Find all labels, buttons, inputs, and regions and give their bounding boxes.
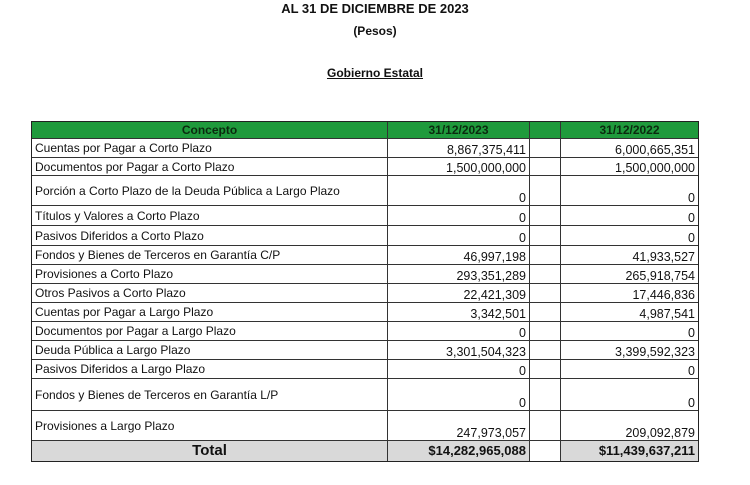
- value-2022-cell: 0: [688, 211, 695, 225]
- gap-cell: [530, 246, 561, 264]
- concept-cell: Pasivos Diferidos a Corto Plazo: [32, 226, 388, 245]
- concept-cell: Provisiones a Largo Plazo: [32, 411, 388, 440]
- concept-cell: Provisiones a Corto Plazo: [32, 265, 388, 283]
- value-2022-cell: 41,933,527: [632, 250, 695, 264]
- concept-cell: Porción a Corto Plazo de la Deuda Pública a Largo Plazo: [32, 176, 388, 205]
- concept-cell: Títulos y Valores a Corto Plazo: [32, 206, 388, 225]
- liabilities-table: [31, 121, 699, 462]
- entity-title: Gobierno Estatal: [326, 66, 424, 80]
- column-header-concept: Concepto: [32, 122, 388, 138]
- gap-cell: [530, 411, 561, 440]
- concept-cell: Cuentas por Pagar a Corto Plazo: [32, 139, 388, 157]
- gap-cell: [530, 341, 561, 359]
- value-2022-cell: 0: [688, 326, 695, 340]
- table-row: [32, 303, 698, 322]
- value-2023-cell: 0: [388, 322, 530, 340]
- gap-cell: [530, 139, 561, 157]
- concept-cell: Fondos y Bienes de Terceros en Garantía L/P: [32, 379, 388, 410]
- value-2023-cell: 247,973,057: [388, 411, 530, 440]
- currency-note: (Pesos): [353, 24, 397, 38]
- value-2023-cell: 3,301,504,323: [388, 341, 530, 359]
- column-header-2023: 31/12/2023: [388, 122, 530, 138]
- value-2022-cell: 3,399,592,323: [615, 345, 695, 359]
- table-row: [32, 265, 698, 284]
- value-2022-cell: 4,987,541: [639, 307, 695, 321]
- table-row: [32, 226, 698, 246]
- value-2022-cell: 0: [688, 364, 695, 378]
- value-2022-cell: 17,446,836: [632, 288, 695, 302]
- table-row: [32, 158, 698, 176]
- gap-cell: [530, 322, 561, 340]
- concept-cell: Fondos y Bienes de Terceros en Garantía C/P: [32, 246, 388, 264]
- concept-cell: Documentos por Pagar a Largo Plazo: [32, 322, 388, 340]
- total-2022: $11,439,637,211: [561, 441, 698, 461]
- table-row: [32, 341, 698, 360]
- report-date-title: AL 31 DE DICIEMBRE DE 2023: [281, 1, 469, 16]
- value-2023-cell: 0: [388, 206, 530, 225]
- value-2023-cell: 22,421,309: [388, 284, 530, 302]
- value-2022-cell: 0: [688, 396, 695, 410]
- gap-cell: [530, 441, 561, 461]
- value-2023-cell: 0: [388, 176, 530, 205]
- column-header-gap: [530, 122, 561, 138]
- table-row: [32, 379, 698, 411]
- gap-cell: [530, 360, 561, 378]
- value-2022-cell: 1,500,000,000: [615, 161, 695, 175]
- gap-cell: [530, 206, 561, 225]
- concept-cell: Pasivos Diferidos a Largo Plazo: [32, 360, 388, 378]
- concept-cell: Deuda Pública a Largo Plazo: [32, 341, 388, 359]
- concept-cell: Documentos por Pagar a Corto Plazo: [32, 158, 388, 175]
- concept-cell: Cuentas por Pagar a Largo Plazo: [32, 303, 388, 321]
- gap-cell: [530, 158, 561, 175]
- value-2023-cell: 1,500,000,000: [388, 158, 530, 175]
- value-2022-cell: 0: [688, 231, 695, 245]
- table-row: [32, 322, 698, 341]
- value-2022-cell: 265,918,754: [625, 269, 695, 283]
- value-2023-cell: 0: [388, 379, 530, 410]
- gap-cell: [530, 379, 561, 410]
- table-row: [32, 139, 698, 158]
- total-label: Total: [32, 441, 388, 461]
- table-row: [32, 176, 698, 206]
- value-2023-cell: 46,997,198: [388, 246, 530, 264]
- value-2023-cell: 0: [388, 226, 530, 245]
- value-2022-cell: 209,092,879: [625, 426, 695, 440]
- value-2022-cell: 0: [688, 191, 695, 205]
- gap-cell: [530, 265, 561, 283]
- gap-cell: [530, 303, 561, 321]
- value-2023-cell: 0: [388, 360, 530, 378]
- gap-cell: [530, 176, 561, 205]
- value-2023-cell: 293,351,289: [388, 265, 530, 283]
- table-row: [32, 206, 698, 226]
- total-2023: $14,282,965,088: [388, 441, 530, 461]
- table-row: [32, 246, 698, 265]
- value-2023-cell: 8,867,375,411: [388, 139, 530, 157]
- table-row: [32, 411, 698, 441]
- value-2023-cell: 3,342,501: [388, 303, 530, 321]
- column-header-2022: 31/12/2022: [561, 122, 698, 138]
- table-row: [32, 284, 698, 303]
- gap-cell: [530, 226, 561, 245]
- table-row: [32, 360, 698, 379]
- concept-cell: Otros Pasivos a Corto Plazo: [32, 284, 388, 302]
- value-2022-cell: 6,000,665,351: [615, 143, 695, 157]
- table-header-row: [32, 122, 698, 139]
- gap-cell: [530, 284, 561, 302]
- total-row: [32, 441, 698, 461]
